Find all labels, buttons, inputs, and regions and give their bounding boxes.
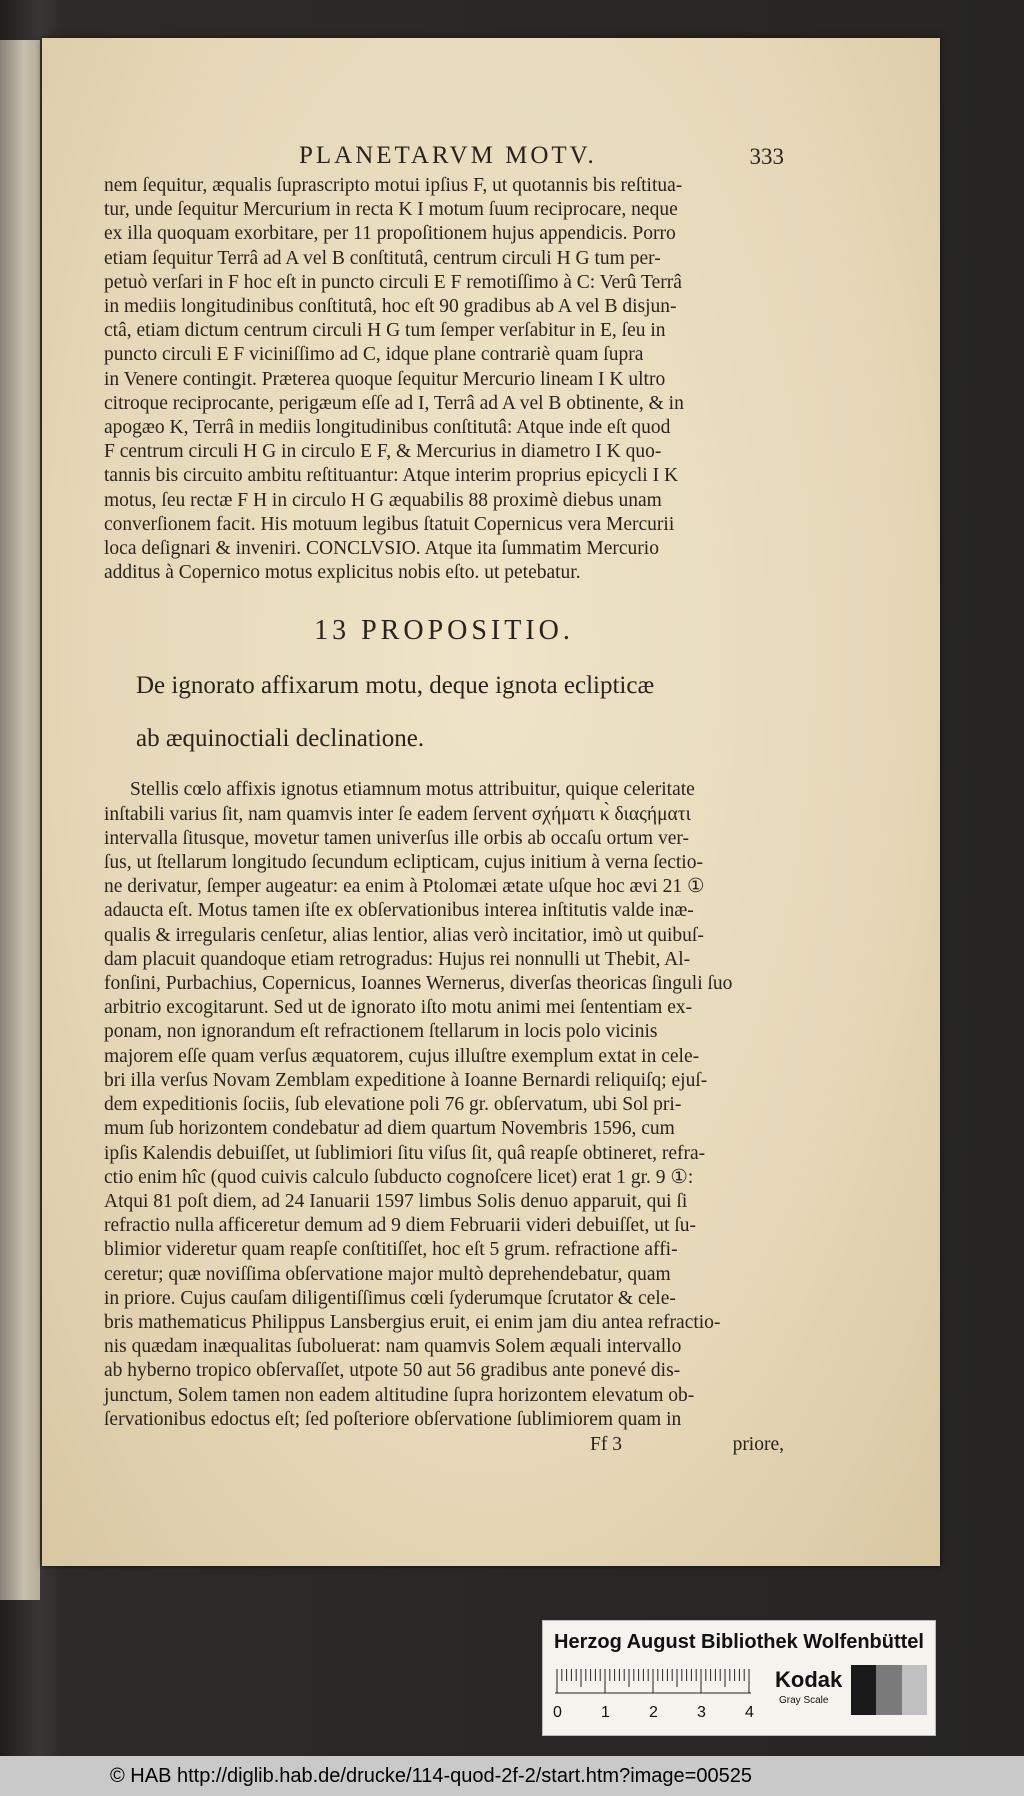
signature-line — [104, 1432, 784, 1458]
gray-patch — [851, 1665, 876, 1715]
text-line: blimior videretur quam reapſe conſtitiſſet, hoc eſt 5 grum. refractione affi- — [104, 1239, 678, 1261]
text-line: fonſini, Purbachius, Copernicus, Ioannes Wernerus, diverſas theoricas ſinguli ſuo — [104, 973, 733, 995]
text-line: ab hyberno tropico obſervaſſet, utpote 50 aut 56 gradibus ante ponevé dis- — [104, 1360, 681, 1382]
subheading-line: De ignorato affixarum motu, deque ignota eclipticæ — [136, 672, 655, 700]
color-scale — [551, 1665, 927, 1727]
catchword: priore, — [732, 1433, 784, 1455]
page-number: 333 — [749, 144, 784, 169]
text-line: ex illa quoquam exorbitare, per 11 propoſitionem hujus appendicis. Porro — [104, 223, 676, 245]
text-line: qualis & irregularis cenſetur, alias lentior, alias verò incitatior, imò ut quibuſ- — [104, 924, 704, 946]
gray-patches — [851, 1665, 927, 1715]
ruler-number: 1 — [601, 1704, 610, 1721]
ruler-number: 4 — [745, 1704, 754, 1721]
text-line: ctio enim hîc (quod cuivis calculo ſubducto cognoſcere licet) erat 1 gr. 9 ①: — [104, 1166, 694, 1188]
proposition-subheading — [104, 672, 784, 753]
text-line: ponam, non ignorandum eſt refractionem ſtellarum in locis polo vicinis — [104, 1021, 658, 1043]
ruler-number: 2 — [649, 1704, 658, 1721]
text-line: in mediis longitudinibus conſtitutâ, hoc eſt 90 gradibus ab A vel B disjun- — [104, 296, 677, 318]
text-block — [104, 138, 784, 1458]
text-line: nis quædam inæqualitas ſuboluerat: nam quamvis Solem æquali intervallo — [104, 1336, 682, 1358]
text-line: bris mathematicus Philippus Lansbergius eruit, ei enim jam diu antea refractio- — [104, 1311, 721, 1333]
text-line: ctâ, etiam dictum centrum circuli H G tum ſemper verſabitur in E, ſeu in — [104, 320, 666, 342]
text-line: additus à Copernico motus explicitus nobis eſto. ut petebatur. — [104, 562, 581, 584]
text-line: dam placuit quandoque etiam retrogradus: Hujus rei nonnulli ut Thebit, Al- — [104, 948, 691, 970]
subheading-line: ab æquinoctiali declinatione. — [136, 725, 425, 753]
text-line: F centrum circuli H G in circulo E F, & Mercurius in diametro I K quo- — [104, 441, 662, 463]
signature-mark: Ff 3 — [590, 1433, 622, 1455]
paragraph-mercury — [104, 174, 784, 585]
text-line: citroque reciprocante, perigæum eſſe ad I, Terrâ ad A vel B obtinente, & in — [104, 392, 684, 414]
paragraph-fixed-stars — [104, 778, 784, 1431]
text-line: junctum, Solem tamen non eadem altitudine ſupra horizontem elevatum ob- — [104, 1384, 695, 1406]
text-line: motus, ſeu rectæ F H in circulo H G æquabilis 88 proximè diebus unam — [104, 489, 662, 511]
text-line: in Venere contingit. Præterea quoque ſequitur Mercurio lineam I K ultro — [104, 368, 666, 390]
text-line: nem ſequitur, æqualis ſuprascripto motui ipſius F, ut quotannis bis reſtitua- — [104, 175, 683, 196]
text-line: ipſis Kalendis debuiſſet, ut ſublimiori ſitu viſus ſit, quâ reapſe obtineret, refra- — [104, 1142, 706, 1164]
kodak-brand: Kodak — [775, 1667, 843, 1692]
text-line: arbitrio excogitarunt. Sed ut de ignorato iſto motu animi mei ſententiam ex- — [104, 997, 693, 1019]
text-line: converſionem facit. His motuum legibus ſtatuit Copernicus vera Mercurii — [104, 513, 675, 535]
ruler-scale — [551, 1665, 761, 1727]
text-line: petuò verſari in F hoc eſt in puncto circuli E F remotiſſimo à C: Verû Terrâ — [104, 271, 682, 293]
gray-scale-label: Gray Scale — [779, 1695, 829, 1706]
text-line: loca deſignari & inveniri. CONCLVSIO. Atque ita ſummatim Mercurio — [104, 538, 659, 560]
facing-page-edge — [0, 40, 40, 1600]
gray-patch — [876, 1665, 901, 1715]
text-line: ceretur; quæ noviſſima obſervatione major multò deprehendebatur, quam — [104, 1263, 671, 1285]
running-head-title: PLANETARVM MOTV. — [299, 142, 597, 169]
text-line: ſus, ut ſtellarum longitudo ſecundum eclipticam, cujus initium à verna ſectio- — [104, 852, 703, 874]
text-line: ſervationibus edoctus eſt; ſed poſteriore obſervatione ſublimiorem quam in — [104, 1408, 682, 1430]
ruler-number: 3 — [697, 1704, 706, 1721]
text-line: tur, unde ſequitur Mercurium in recta K I motum ſuum reciprocare, neque — [104, 199, 678, 221]
text-line: refractio nulla afficeretur demum ad 9 diem Februarii videri debuiſſet, ut ſu- — [104, 1215, 697, 1237]
gray-patch — [902, 1665, 927, 1715]
ruler-number: 0 — [553, 1704, 562, 1721]
text-line: in priore. Cujus cauſam diligentiſſimus cœli ſyderumque ſcrutator & cele- — [104, 1287, 676, 1309]
text-line: bri illa verſus Novam Zemblam expeditione à Ioanne Bernardi reliquiſq; ejuſ- — [104, 1069, 708, 1091]
text-line: mum ſub horizontem condebatur ad diem quartum Novembris 1596, cum — [104, 1118, 675, 1140]
text-line: intervalla ſitusque, movetur tamen univerſus ille orbis ab occaſu ortum ver- — [104, 827, 689, 849]
text-line: puncto circuli E F viciniſſimo ad C, idque plane contrariè quam ſupra — [104, 344, 644, 366]
text-line: adaucta eſt. Motus tamen iſte ex obſervationibus interea inſtitutis valde inæ- — [104, 900, 694, 922]
running-head — [104, 138, 784, 174]
text-line: dem expeditionis ſociis, ſub elevatione poli 76 gr. obſervatum, ubi Sol pri- — [104, 1094, 682, 1116]
library-label — [542, 1620, 936, 1736]
text-line: Atqui 81 poſt diem, ad 24 Ianuarii 1597 limbus Solis denuo apparuit, qui ſi — [104, 1190, 688, 1212]
text-line: majorem eſſe quam verſus æquatorem, cujus illuſtre exemplum extat in cele- — [104, 1045, 700, 1067]
text-line: tannis bis circuito ambitu reſtituantur: Atque interim proprius epicycli I K — [104, 465, 679, 487]
proposition-heading: 13 PROPOSITIO. — [314, 615, 574, 647]
text-line: ne derivatur, ſemper augeatur: ea enim à Ptolomæi ætate uſque hoc ævi 21 ① — [104, 876, 705, 898]
copyright-footer: © HAB http://diglib.hab.de/drucke/114-quod-2f-2/start.htm?image=00525 — [0, 1756, 1024, 1796]
text-line: apogæo K, Terrâ in mediis longitudinibus conſtitutâ: Atque inde eſt quod — [104, 417, 671, 439]
book-page — [42, 38, 940, 1566]
text-line: etiam ſequitur Terrâ ad A vel B conſtitutâ, centrum circuli H G tum per- — [104, 247, 661, 269]
library-name: Herzog August Bibliothek Wolfenbüttel — [554, 1631, 924, 1653]
text-line: Stellis cœlo affixis ignotus etiamnum motus attribuitur, quique celeritate — [130, 779, 695, 801]
text-line: inſtabili varius ſit, nam quamvis inter ſe eadem ſervent σχήματι κ̀ διαςήματι — [104, 803, 691, 825]
